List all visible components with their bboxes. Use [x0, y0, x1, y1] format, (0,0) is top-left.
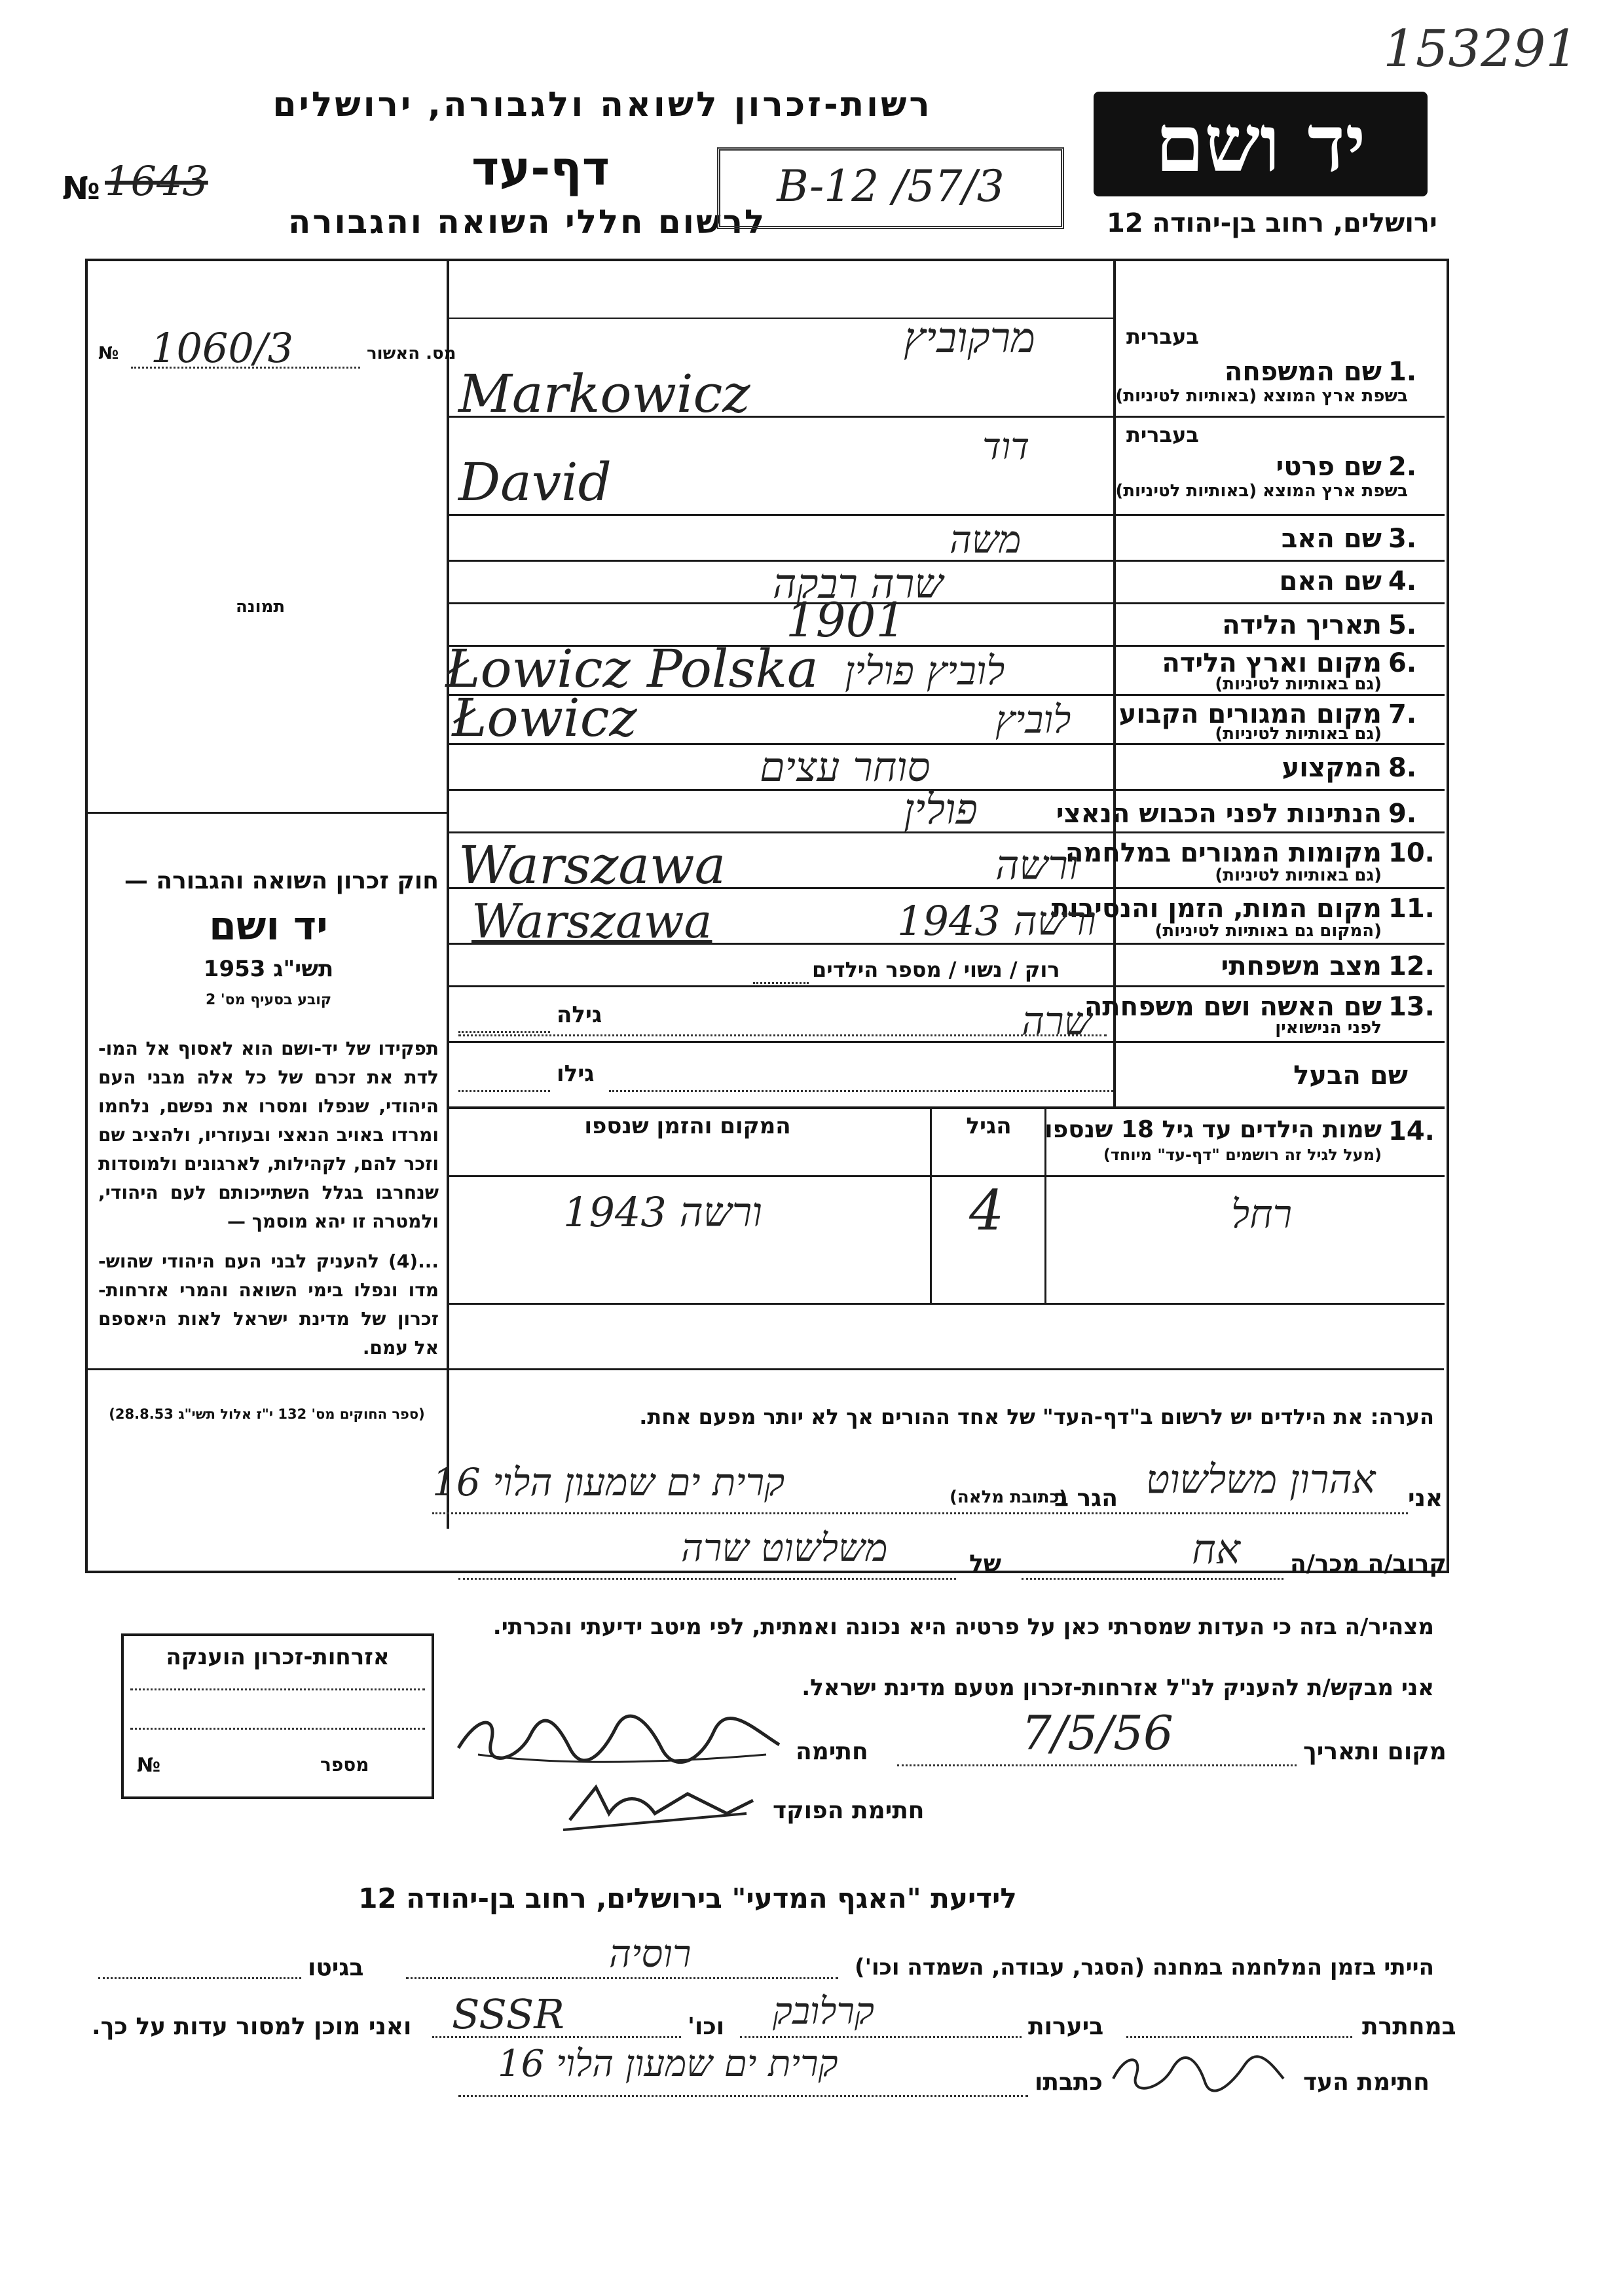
field-12-num: 12. [1388, 951, 1435, 981]
forest-label: ביערות [1028, 2013, 1104, 2040]
field-11-hebrew-value: ורשה 1943 [897, 897, 1097, 945]
children-label: שמות הילדים עד גיל 18 שנספו [1044, 1116, 1382, 1143]
war-line-start: הייתי בזמן המלחמה במחנה (הסגר, עבודה, השמדה וכו') [855, 1954, 1434, 1980]
request-text: אני מבקש/ת להעניק לנ"ל אזרחות-זכרון מטעם מדינת ישראל. [802, 1675, 1434, 1701]
child-place-value: ורשה 1943 [563, 1188, 763, 1236]
field-10-num: 10. [1388, 838, 1435, 868]
children-age-header: הגיל [966, 1113, 1012, 1139]
official-signature-label: חתימת הפוקד [773, 1797, 925, 1824]
field-8-value: סוחר עצים [760, 743, 931, 791]
field-7-sub: (גם באותיות לטיניות) [1215, 724, 1382, 744]
field-2-latin-value: David [458, 452, 612, 513]
field-4-label: שם האם [1279, 566, 1382, 596]
cert-label: מס. האשור [367, 344, 456, 363]
field-13-value: שרה [1022, 998, 1092, 1044]
relative-label: קרוב/ה מכר/ה [1290, 1550, 1447, 1577]
field-13-num: 13. [1388, 992, 1435, 1022]
marital-hint: רוק / נשוי / מספר הילדים [812, 957, 1060, 982]
field-11-latin-value: Warszawa [471, 894, 712, 949]
field-6-hebrew-value: לוביץ פולין [845, 648, 1005, 694]
number-label: № [62, 170, 100, 207]
field-7-hebrew-value: לוביץ [995, 697, 1071, 742]
husband-label: שם הבעל [1293, 1061, 1408, 1091]
yad-vashem-logo [1094, 92, 1428, 196]
logo-text: יד ושם [1155, 98, 1366, 190]
field-8-label: המקצוע [1282, 753, 1382, 783]
field-5-value: 1901 [786, 592, 906, 647]
field-1-sub: בשפת ארץ המוצא (באותיות לטיניות) [1115, 386, 1408, 406]
field-13-sub: לפני הנישואין [1275, 1018, 1382, 1038]
bottom-heading: לידיעת "האגף המדעי" בירושלים, רחוב בן-יהודה 12 [358, 1882, 1017, 1914]
children-sub: (מעל לגיל זה רושמים "דף-עד" מיוחד) [1103, 1146, 1382, 1164]
field-3-value: משה [950, 517, 1022, 562]
law-text-2: ...(4) להעניק לבני העם היהודי שהוש- מדו ונפלו בימי השואה והמרי אזרחות- זכרון של מדינת ישראל לאות היאספם אל עמם. [98, 1250, 439, 1358]
field-1-hebrew-value: מרקוביץ [904, 314, 1035, 363]
field-13-label: שם האשה ושם משפחתה [1084, 992, 1382, 1022]
declarant-address-value: קרית ים שמעון הלוי 16 [432, 1460, 785, 1504]
cert-value: 1060/3 [151, 324, 294, 372]
field-6-label: מקום וארץ הלידה [1162, 648, 1382, 678]
citizenship-no-sign: № [137, 1754, 161, 1777]
field-6-sub: (גם באותיות לטיניות) [1215, 674, 1382, 694]
field-4-value: שרה רבקה [773, 560, 944, 608]
place-date-label: מקום ותאריך [1303, 1738, 1447, 1765]
children-note: הערה: את הילדים יש לרשום ב"דף-העד" של אחד ההורים אך לא יותר מפעם אחת. [639, 1404, 1434, 1429]
field-10-sub: (גם באותיות לטיניות) [1215, 866, 1382, 885]
declarant-lives-hint: (כתובת מלאה) [950, 1487, 1067, 1507]
field-2-sub: בשפת ארץ המוצא (באותיות לטיניות) [1115, 481, 1408, 501]
etc-label: וכו' [688, 2013, 725, 2040]
archive-number: 153291 [1383, 20, 1578, 79]
address-line: ירושלים, רחוב בן-יהודה 12 [1107, 208, 1437, 238]
declarant-name-value: אהרון משלשוט [1146, 1457, 1376, 1503]
ready-text: ואני מוכן למסור עדות על כך. [92, 2013, 412, 2040]
left-column-divider [447, 259, 449, 1529]
photo-label: תמונה [236, 597, 286, 617]
declarant-lives-label: הגר ב [1054, 1485, 1118, 1512]
wife-age-label: גילה [557, 1002, 602, 1028]
law-year: תשי"ג 1953 [203, 956, 334, 982]
children-place-header: המקום והזמן שנספו [584, 1113, 791, 1139]
declarant-i-label: אני [1408, 1485, 1443, 1512]
witness-address-value: קרית ים שמעון הלוי 16 [498, 2043, 838, 2085]
child-age-value: 4 [969, 1178, 1005, 1243]
of-value: משלשוט שרה [681, 1525, 888, 1570]
field-6-num: 6. [1388, 648, 1417, 678]
field-3-num: 3. [1388, 524, 1417, 554]
citizenship-box [121, 1633, 434, 1799]
citizenship-title: אזרחות-זכרון הוענקה [166, 1644, 390, 1670]
field-9-num: 9. [1388, 799, 1417, 829]
relative-value: אח [1192, 1525, 1240, 1573]
field-1-num: 1. [1388, 357, 1417, 387]
law-source: (ספר החוקים מס' 132 י"ז אלול תשי"ג 28.8.53) [109, 1406, 425, 1422]
field-7-latin-value: Łowicz [452, 687, 637, 748]
citizenship-number-label: מספר [320, 1754, 369, 1776]
field-1-hebrew-label: בעברית [1126, 324, 1199, 349]
field-11-sub: (המקום גם באותיות לטיניות) [1154, 921, 1382, 941]
witness-label: חתימת העד [1303, 2069, 1430, 2096]
country-value: SSSR [452, 1990, 564, 2038]
field-10-latin-value: Warszawa [458, 835, 726, 896]
of-label: של [969, 1550, 1002, 1577]
field-10-hebrew-value: ורשה [995, 841, 1079, 889]
number-value: 1643 [105, 157, 208, 205]
field-2-hebrew-value: דוד [982, 426, 1030, 468]
field-5-num: 5. [1388, 610, 1417, 640]
field-4-num: 4. [1388, 566, 1417, 596]
date-value: 7/5/56 [1022, 1705, 1173, 1760]
stamp-value: B-12 /57/3 [777, 161, 1005, 211]
field-10-label: מקומות המגורים במלחמה [1065, 838, 1382, 868]
witness-address-label: כתבתו [1035, 2069, 1103, 2096]
ghetto-label: בגיטו [308, 1954, 364, 1981]
field-3-label: שם האב [1281, 524, 1382, 554]
org-line: רשות-זכרון לשואה ולגבורה, ירושלים [272, 85, 932, 124]
official-signature [557, 1768, 766, 1840]
camp-value: רוסיה [609, 1931, 692, 1976]
field-6-latin-value: Łowicz Polska [445, 638, 819, 699]
law-name: יד ושם [209, 903, 328, 949]
witness-signature [1107, 2043, 1290, 2102]
field-7-num: 7. [1388, 699, 1417, 729]
law-text-1: תפקידו של יד-ושם הוא לאסוף אל המו- לדת את זכרם של כל אלה מבני העם היהודי, שנפלו ומסרו את נפשם, נלחמו ומרדו באויב הנאצי ובעוזריו, ולהציב שם וזכר להם, לקהילות, לארגונים ולמוסדות שנחרבו בגלל השתייכותם לעם היהודי, ולמטרה זו יהא מוסמך — [98, 1038, 439, 1232]
law-clause: קובע בסעיף מס' 2 [205, 992, 332, 1008]
field-2-hebrew-label: בעברית [1126, 422, 1199, 447]
field-9-value: פולין [904, 786, 978, 834]
underground-label: במחתרת [1362, 2013, 1456, 2040]
form-title: דף-עד [471, 141, 610, 196]
field-1-latin-value: Markowicz [458, 363, 750, 424]
field-11-num: 11. [1388, 894, 1435, 924]
field-2-num: 2. [1388, 452, 1417, 482]
field-11-label: מקום המות, הזמן והנסיבות [1051, 894, 1382, 924]
declarant-signature [452, 1702, 792, 1774]
field-8-num: 8. [1388, 753, 1417, 783]
field-12-label: מצב משפחתי [1221, 951, 1382, 981]
law-title: חוק זכרון השואה והגבורה — [124, 867, 439, 894]
husband-age-label: גילו [557, 1061, 595, 1087]
receipt-stamp [717, 147, 1064, 229]
field-2-label: שם פרטי [1276, 452, 1382, 482]
cert-no-sign: № [98, 344, 119, 363]
field-5-label: תאריך הלידה [1222, 610, 1382, 640]
sign-label: חתימה [796, 1738, 868, 1765]
field-1-label: שם המשפחה [1224, 357, 1382, 387]
field-7-label: מקום המגורים הקבוע [1118, 699, 1382, 729]
child-name-value: רחל [1231, 1192, 1293, 1237]
children-num: 14. [1388, 1116, 1435, 1146]
forest-value: קרלובק [773, 1990, 874, 2033]
form-subtitle: לרשום חללי השואה והגבורה [288, 203, 767, 241]
declaration-text: מצהיר/ה בזה כי העדות שמסרתי כאן על פרטיה היא נכונה ואמתית, לפי מיטב ידיעתי והכרתי. [492, 1614, 1434, 1640]
field-9-label: הנתינות לפני הכבוש הנאצי [1056, 799, 1382, 829]
